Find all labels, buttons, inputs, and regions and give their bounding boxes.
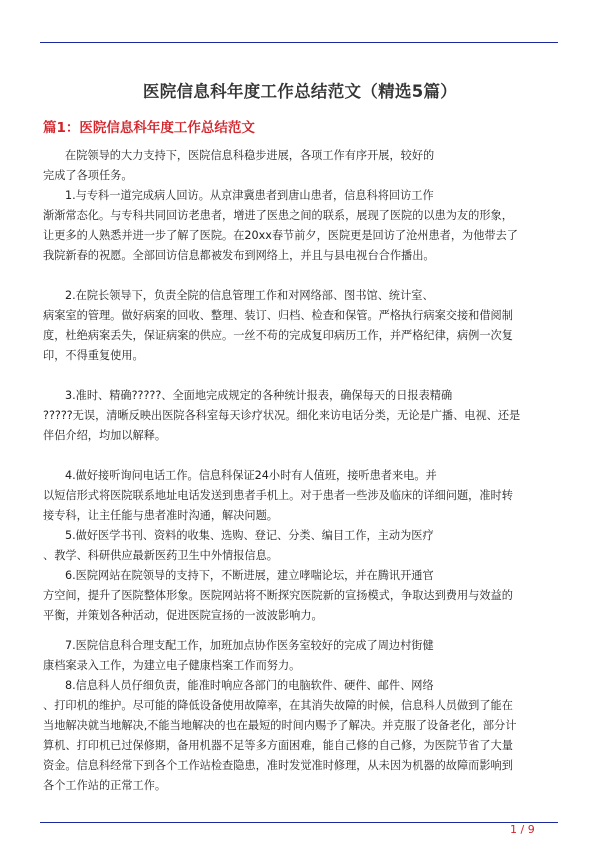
paragraph-line: 2.在院长领导下，负责全院的信息管理工作和对网络部、图书馆、统计室、 bbox=[65, 289, 434, 302]
paragraph-line: 8.信息科人员仔细负责，能准时响应各部门的电脑软件、硬件、邮件、网络 bbox=[65, 679, 434, 692]
paragraph-line: 我院新春的祝愿。全部回访信息都被发布到网络上，并且与县电视台合作播出。 bbox=[43, 249, 435, 262]
paragraph bbox=[43, 636, 434, 676]
paragraph-line: 以短信形式将医院联系地址电话发送到患者手机上。对于患者一些涉及临床的详细问题，准时转 bbox=[43, 489, 513, 502]
paragraph bbox=[43, 466, 513, 526]
paragraph-line: 1.与专科一道完成病人回访。从京津冀患者到唐山患者，信息科将回访工作 bbox=[65, 189, 434, 202]
paragraph-line: ?????无误，清晰反映出医院各科室每天诊疗状况。细化来访电话分类，无论是广播、电视、还是 bbox=[43, 409, 521, 422]
paragraph-line: 康档案录入工作，为建立电子健康档案工作而努力。 bbox=[43, 659, 301, 672]
paragraph-line: 、教学、科研供应最新医药卫生中外情报信息。 bbox=[43, 549, 278, 562]
paragraph-line: 伴侣介绍，均加以解释。 bbox=[43, 429, 167, 442]
page-number: 1 / 9 bbox=[510, 823, 535, 836]
paragraph-line: 病案室的管理。做好病案的回收、整理、装订、归档、检查和保管。严格执行病案交接和借阅制 bbox=[43, 309, 513, 322]
paragraph-line: 5.做好医学书刊、资料的收集、选购、登记、分类、编目工作，主动为医疗 bbox=[65, 529, 434, 542]
paragraph-line: 各个工作站的正常工作。 bbox=[43, 779, 167, 792]
paragraph-line: 当地解决就当地解决,不能当地解决的也在最短的时间内赐予了解决。并克服了设备老化，部分计 bbox=[43, 719, 517, 732]
paragraph-line: 度，杜绝病案丢失，保证病案的供应。一丝不苟的完成复印病历工作，并严格纪律，病例一次复 bbox=[43, 329, 513, 342]
paragraph bbox=[43, 676, 516, 796]
paragraph-line: 平衡，并策划各种活动，促进医院宣扬的一波波影响力。 bbox=[43, 609, 323, 622]
paragraph bbox=[43, 146, 434, 186]
paragraph-line: 4.做好接听询问电话工作。信息科保证24小时有人值班，接听患者来电。并 bbox=[65, 469, 437, 482]
paragraph-line: 资金。信息科经常下到各个工作站检查隐患，准时发觉准时修理，从未因为机器的故障而影响到 bbox=[43, 759, 513, 772]
top-divider bbox=[40, 42, 558, 43]
paragraph-line: 方空间，提升了医院整体形象。医院网站将不断探究医院新的宣扬模式，争取达到费用与效益的 bbox=[43, 589, 513, 602]
paragraph-line: 3.准时、精确?????、全面地完成规定的各种统计报表，确保每天的日报表精确 bbox=[65, 389, 453, 402]
paragraph-line: 完成了各项任务。 bbox=[43, 169, 133, 182]
paragraph bbox=[43, 386, 520, 446]
paragraph bbox=[43, 566, 513, 626]
paragraph bbox=[43, 186, 518, 266]
bottom-divider bbox=[40, 822, 558, 823]
paragraph-line: 算机、打印机已过保修期，备用机器不足等多方面困难，能自己修的自己修，为医院节省了大量 bbox=[43, 739, 513, 752]
paragraph-line: 印，不得重复使用。 bbox=[43, 349, 144, 362]
paragraph-line: 6.医院网站在院领导的支持下，不断进展，建立哮喘论坛，并在腾讯开通官 bbox=[65, 569, 434, 582]
section-heading: 篇1：医院信息科年度工作总结范文 bbox=[43, 120, 255, 136]
document-title: 医院信息科年度工作总结范文（精选5篇） bbox=[142, 82, 458, 101]
paragraph-line: 、打印机的维护。尽可能的降低设备使用故障率，在其消失故障的时候，信息科人员做到了能在 bbox=[43, 699, 513, 712]
paragraph-line: 接专科，让主任能与患者准时沟通，解决问题。 bbox=[43, 509, 278, 522]
paragraph bbox=[43, 286, 513, 366]
paragraph-line: 渐渐常态化。与专科共同回访老患者，增进了医患之间的联系，展现了医院的以患为友的形象， bbox=[43, 209, 513, 222]
paragraph-line: 在院领导的大力支持下，医院信息科稳步进展，各项工作有序开展，较好的 bbox=[65, 149, 435, 162]
paragraph-line: 7.医院信息科合理支配工作，加班加点协作医务室较好的完成了周边村街健 bbox=[65, 639, 434, 652]
paragraph-line: 让更多的人熟悉并进一步了解了医院。在20xx春节前夕，医院更是回访了沧州患者，为他带去了 bbox=[43, 229, 518, 242]
paragraph bbox=[43, 526, 434, 566]
